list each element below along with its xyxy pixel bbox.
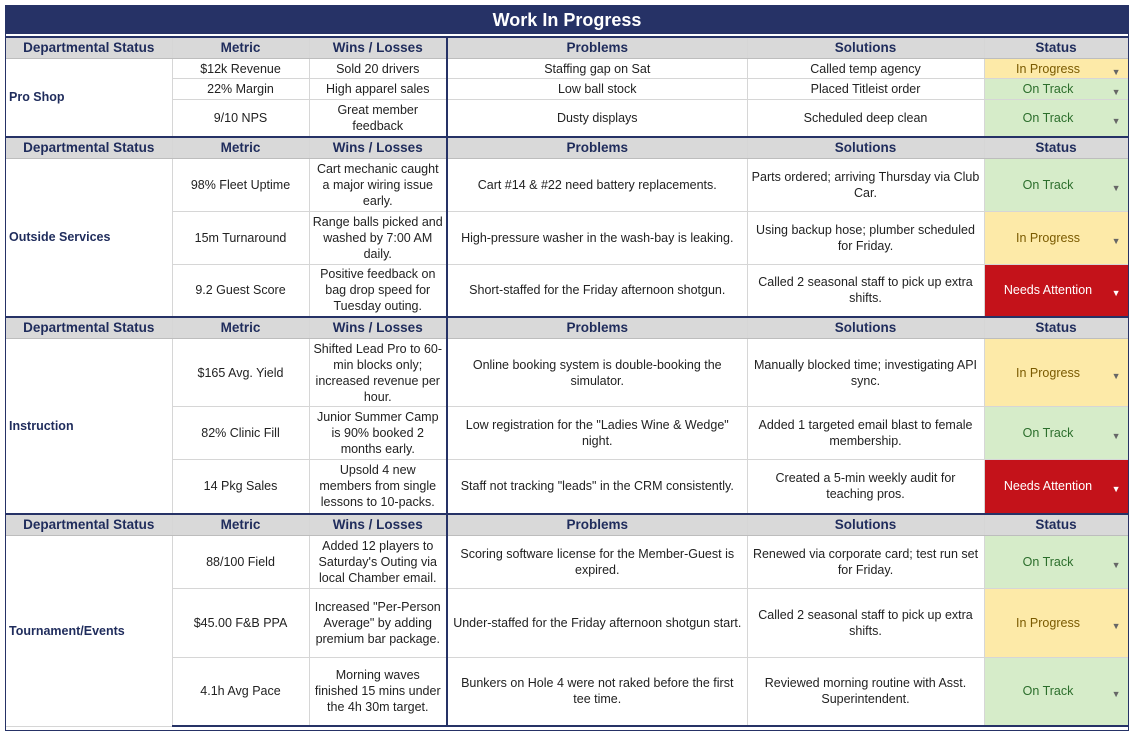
solutions-cell[interactable]: Called 2 seasonal staff to pick up extra shifts. <box>747 588 984 657</box>
chevron-down-icon[interactable]: ▼ <box>1111 115 1121 126</box>
table-row <box>6 100 1128 137</box>
header-status: Status <box>984 137 1128 159</box>
solutions-cell[interactable]: Manually blocked time; investigating API sync. <box>747 339 984 407</box>
solutions-cell[interactable]: Placed Titleist order <box>747 79 984 100</box>
header-dept: Departmental Status <box>6 37 172 59</box>
metric-cell[interactable]: 14 Pkg Sales <box>172 460 309 514</box>
wip-table <box>6 36 1129 727</box>
wins-losses-cell[interactable]: Added 12 players to Saturday's Outing via local Chamber email. <box>309 535 447 588</box>
solutions-cell[interactable]: Using backup hose; plumber scheduled for Friday. <box>747 211 984 264</box>
column-header-row <box>6 514 1128 536</box>
wins-losses-cell[interactable]: Upsold 4 new members from single lessons to 10-packs. <box>309 460 447 514</box>
metric-cell[interactable]: 82% Clinic Fill <box>172 407 309 460</box>
status-dropdown[interactable] <box>984 264 1128 317</box>
table-row <box>6 158 1128 211</box>
wins-losses-cell[interactable]: Increased "Per-Person Average" by adding premium bar package. <box>309 588 447 657</box>
status-value: In Progress <box>1016 365 1080 380</box>
header-solutions: Solutions <box>747 317 984 339</box>
chevron-down-icon[interactable]: ▼ <box>1111 689 1121 700</box>
table-row <box>6 211 1128 264</box>
metric-cell[interactable]: 4.1h Avg Pace <box>172 657 309 726</box>
table-row <box>6 657 1128 726</box>
status-dropdown[interactable] <box>984 59 1128 79</box>
problems-cell[interactable]: Low ball stock <box>447 79 747 100</box>
status-dropdown[interactable] <box>984 79 1128 100</box>
header-solutions: Solutions <box>747 514 984 536</box>
chevron-down-icon[interactable]: ▼ <box>1111 288 1121 299</box>
table-row <box>6 460 1128 514</box>
metric-cell[interactable]: 98% Fleet Uptime <box>172 158 309 211</box>
solutions-cell[interactable]: Called 2 seasonal staff to pick up extra shifts. <box>747 264 984 317</box>
status-value: Needs Attention <box>1003 283 1093 298</box>
section-1 <box>6 137 1128 318</box>
header-metric: Metric <box>172 137 309 159</box>
problems-cell[interactable]: Bunkers on Hole 4 were not raked before the first tee time. <box>447 657 747 726</box>
status-value: Needs Attention <box>1003 479 1093 494</box>
problems-cell[interactable]: Low registration for the "Ladies Wine & Wedge" night. <box>447 407 747 460</box>
solutions-cell[interactable]: Scheduled deep clean <box>747 100 984 137</box>
chevron-down-icon[interactable]: ▼ <box>1111 235 1121 246</box>
column-header-row <box>6 37 1128 59</box>
department-name[interactable]: Outside Services <box>6 158 172 317</box>
header-wins: Wins / Losses <box>309 514 447 536</box>
table-row <box>6 407 1128 460</box>
table-row <box>6 339 1128 407</box>
table-row <box>6 79 1128 100</box>
status-dropdown[interactable] <box>984 657 1128 726</box>
header-wins: Wins / Losses <box>309 37 447 59</box>
status-dropdown[interactable] <box>984 407 1128 460</box>
status-value: On Track <box>1022 177 1074 192</box>
chevron-down-icon[interactable]: ▼ <box>1111 484 1121 495</box>
solutions-cell[interactable]: Added 1 targeted email blast to female membership. <box>747 407 984 460</box>
chevron-down-icon[interactable]: ▼ <box>1111 66 1121 77</box>
section-0 <box>6 37 1128 137</box>
metric-cell[interactable]: 9.2 Guest Score <box>172 264 309 317</box>
metric-cell[interactable]: $45.00 F&B PPA <box>172 588 309 657</box>
header-status: Status <box>984 514 1128 536</box>
chevron-down-icon[interactable]: ▼ <box>1111 87 1121 97</box>
table-row <box>6 588 1128 657</box>
wins-losses-cell[interactable]: Great member feedback <box>309 100 447 137</box>
status-dropdown[interactable] <box>984 460 1128 514</box>
spreadsheet <box>6 6 1128 727</box>
problems-cell[interactable]: Under-staffed for the Friday afternoon shotgun start. <box>447 588 747 657</box>
chevron-down-icon[interactable]: ▼ <box>1111 370 1121 381</box>
header-status: Status <box>984 37 1128 59</box>
header-dept: Departmental Status <box>6 317 172 339</box>
header-solutions: Solutions <box>747 37 984 59</box>
problems-cell[interactable]: Short-staffed for the Friday afternoon shotgun. <box>447 264 747 317</box>
chevron-down-icon[interactable]: ▼ <box>1111 620 1121 631</box>
chevron-down-icon[interactable]: ▼ <box>1111 431 1121 441</box>
status-dropdown[interactable] <box>984 158 1128 211</box>
wins-losses-cell[interactable]: Sold 20 drivers <box>309 59 447 79</box>
status-value: On Track <box>1022 426 1074 440</box>
header-status: Status <box>984 317 1128 339</box>
solutions-cell[interactable]: Created a 5-min weekly audit for teaching pros. <box>747 460 984 514</box>
metric-cell[interactable]: $165 Avg. Yield <box>172 339 309 407</box>
metric-cell[interactable]: 15m Turnaround <box>172 211 309 264</box>
wins-losses-cell[interactable]: Cart mechanic caught a major wiring issue early. <box>309 158 447 211</box>
solutions-cell[interactable]: Reviewed morning routine with Asst. Superintendent. <box>747 657 984 726</box>
status-dropdown[interactable] <box>984 339 1128 407</box>
table-row <box>6 264 1128 317</box>
department-name[interactable]: Pro Shop <box>6 59 172 137</box>
solutions-cell[interactable]: Called temp agency <box>747 59 984 79</box>
metric-cell[interactable]: 9/10 NPS <box>172 100 309 137</box>
header-metric: Metric <box>172 514 309 536</box>
wins-losses-cell[interactable]: Range balls picked and washed by 7:00 AM daily. <box>309 211 447 264</box>
problems-cell[interactable]: Staff not tracking "leads" in the CRM consistently. <box>447 460 747 514</box>
status-value: In Progress <box>1016 615 1080 630</box>
problems-cell[interactable]: Scoring software license for the Member-Guest is expired. <box>447 535 747 588</box>
metric-cell[interactable]: 88/100 Field <box>172 535 309 588</box>
status-dropdown[interactable] <box>984 535 1128 588</box>
header-dept: Departmental Status <box>6 137 172 159</box>
solutions-cell[interactable]: Parts ordered; arriving Thursday via Club Car. <box>747 158 984 211</box>
header-problems: Problems <box>447 514 747 536</box>
problems-cell[interactable]: High-pressure washer in the wash-bay is leaking. <box>447 211 747 264</box>
header-wins: Wins / Losses <box>309 137 447 159</box>
problems-cell[interactable]: Cart #14 & #22 need battery replacements. <box>447 158 747 211</box>
department-name[interactable]: Instruction <box>6 339 172 514</box>
problems-cell[interactable]: Staffing gap on Sat <box>447 59 747 79</box>
header-wins: Wins / Losses <box>309 317 447 339</box>
status-value: On Track <box>1022 684 1074 699</box>
section-2 <box>6 317 1128 514</box>
status-value: On Track <box>1022 554 1074 569</box>
wins-losses-cell[interactable]: High apparel sales <box>309 79 447 100</box>
table-row <box>6 535 1128 588</box>
column-header-row <box>6 317 1128 339</box>
status-value: On Track <box>1022 82 1074 96</box>
metric-cell[interactable]: 22% Margin <box>172 79 309 100</box>
header-problems: Problems <box>447 137 747 159</box>
header-problems: Problems <box>447 37 747 59</box>
header-metric: Metric <box>172 317 309 339</box>
chevron-down-icon[interactable]: ▼ <box>1111 182 1121 193</box>
metric-cell[interactable]: $12k Revenue <box>172 59 309 79</box>
table-row <box>6 59 1128 79</box>
chevron-down-icon[interactable]: ▼ <box>1111 559 1121 570</box>
sheet-title: Work In Progress <box>6 6 1128 36</box>
status-dropdown[interactable] <box>984 588 1128 657</box>
wins-losses-cell[interactable]: Positive feedback on bag drop speed for Tuesday outing. <box>309 264 447 317</box>
column-header-row <box>6 137 1128 159</box>
status-value: In Progress <box>1016 230 1080 245</box>
status-value: In Progress <box>1016 61 1080 76</box>
problems-cell[interactable]: Dusty displays <box>447 100 747 137</box>
solutions-cell[interactable]: Renewed via corporate card; test run set for Friday. <box>747 535 984 588</box>
status-dropdown[interactable] <box>984 211 1128 264</box>
header-solutions: Solutions <box>747 137 984 159</box>
wins-losses-cell[interactable]: Junior Summer Camp is 90% booked 2 months early. <box>309 407 447 460</box>
wins-losses-cell[interactable]: Shifted Lead Pro to 60-min blocks only; increased revenue per hour. <box>309 339 447 407</box>
header-problems: Problems <box>447 317 747 339</box>
header-metric: Metric <box>172 37 309 59</box>
problems-cell[interactable]: Online booking system is double-booking the simulator. <box>447 339 747 407</box>
header-dept: Departmental Status <box>6 514 172 536</box>
status-value: On Track <box>1022 110 1074 125</box>
wins-losses-cell[interactable]: Morning waves finished 15 mins under the 4h 30m target. <box>309 657 447 726</box>
section-3 <box>6 514 1128 727</box>
department-name[interactable]: Tournament/Events <box>6 535 172 726</box>
status-dropdown[interactable] <box>984 100 1128 137</box>
